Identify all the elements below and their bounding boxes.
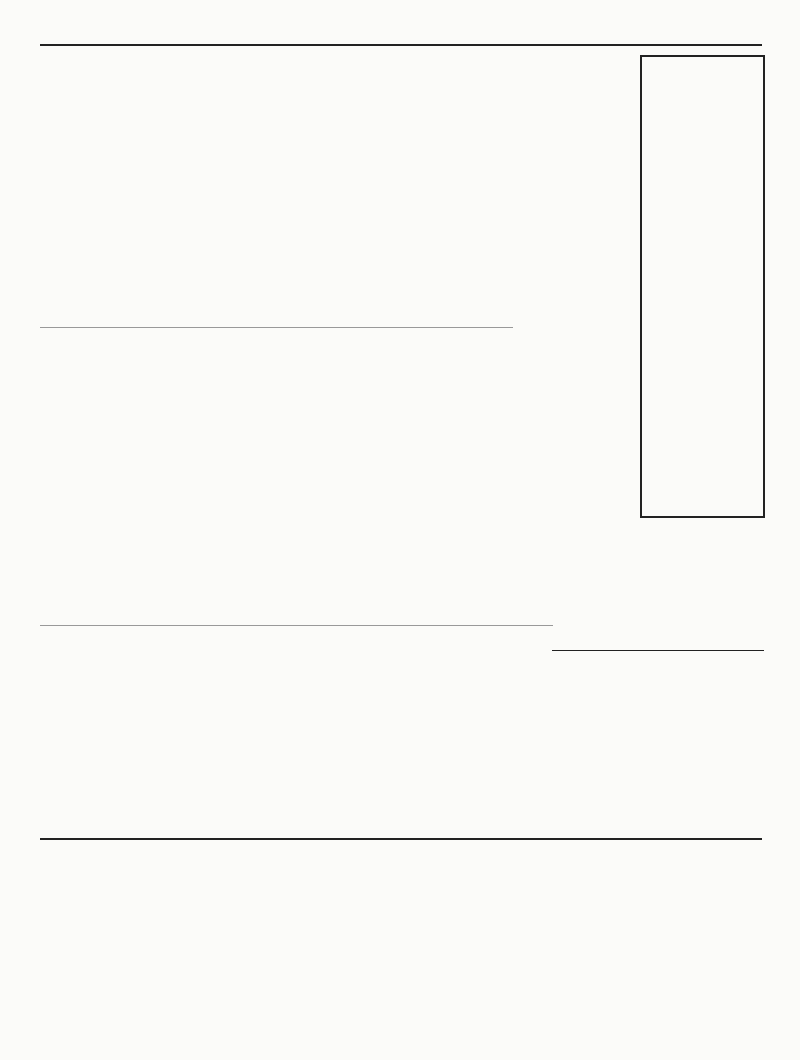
masthead-box — [640, 55, 765, 518]
article-divider — [40, 625, 553, 626]
publisher-divider — [552, 650, 764, 651]
header-rule — [40, 44, 762, 46]
article-divider — [40, 327, 513, 328]
bottom-rule — [40, 838, 762, 840]
